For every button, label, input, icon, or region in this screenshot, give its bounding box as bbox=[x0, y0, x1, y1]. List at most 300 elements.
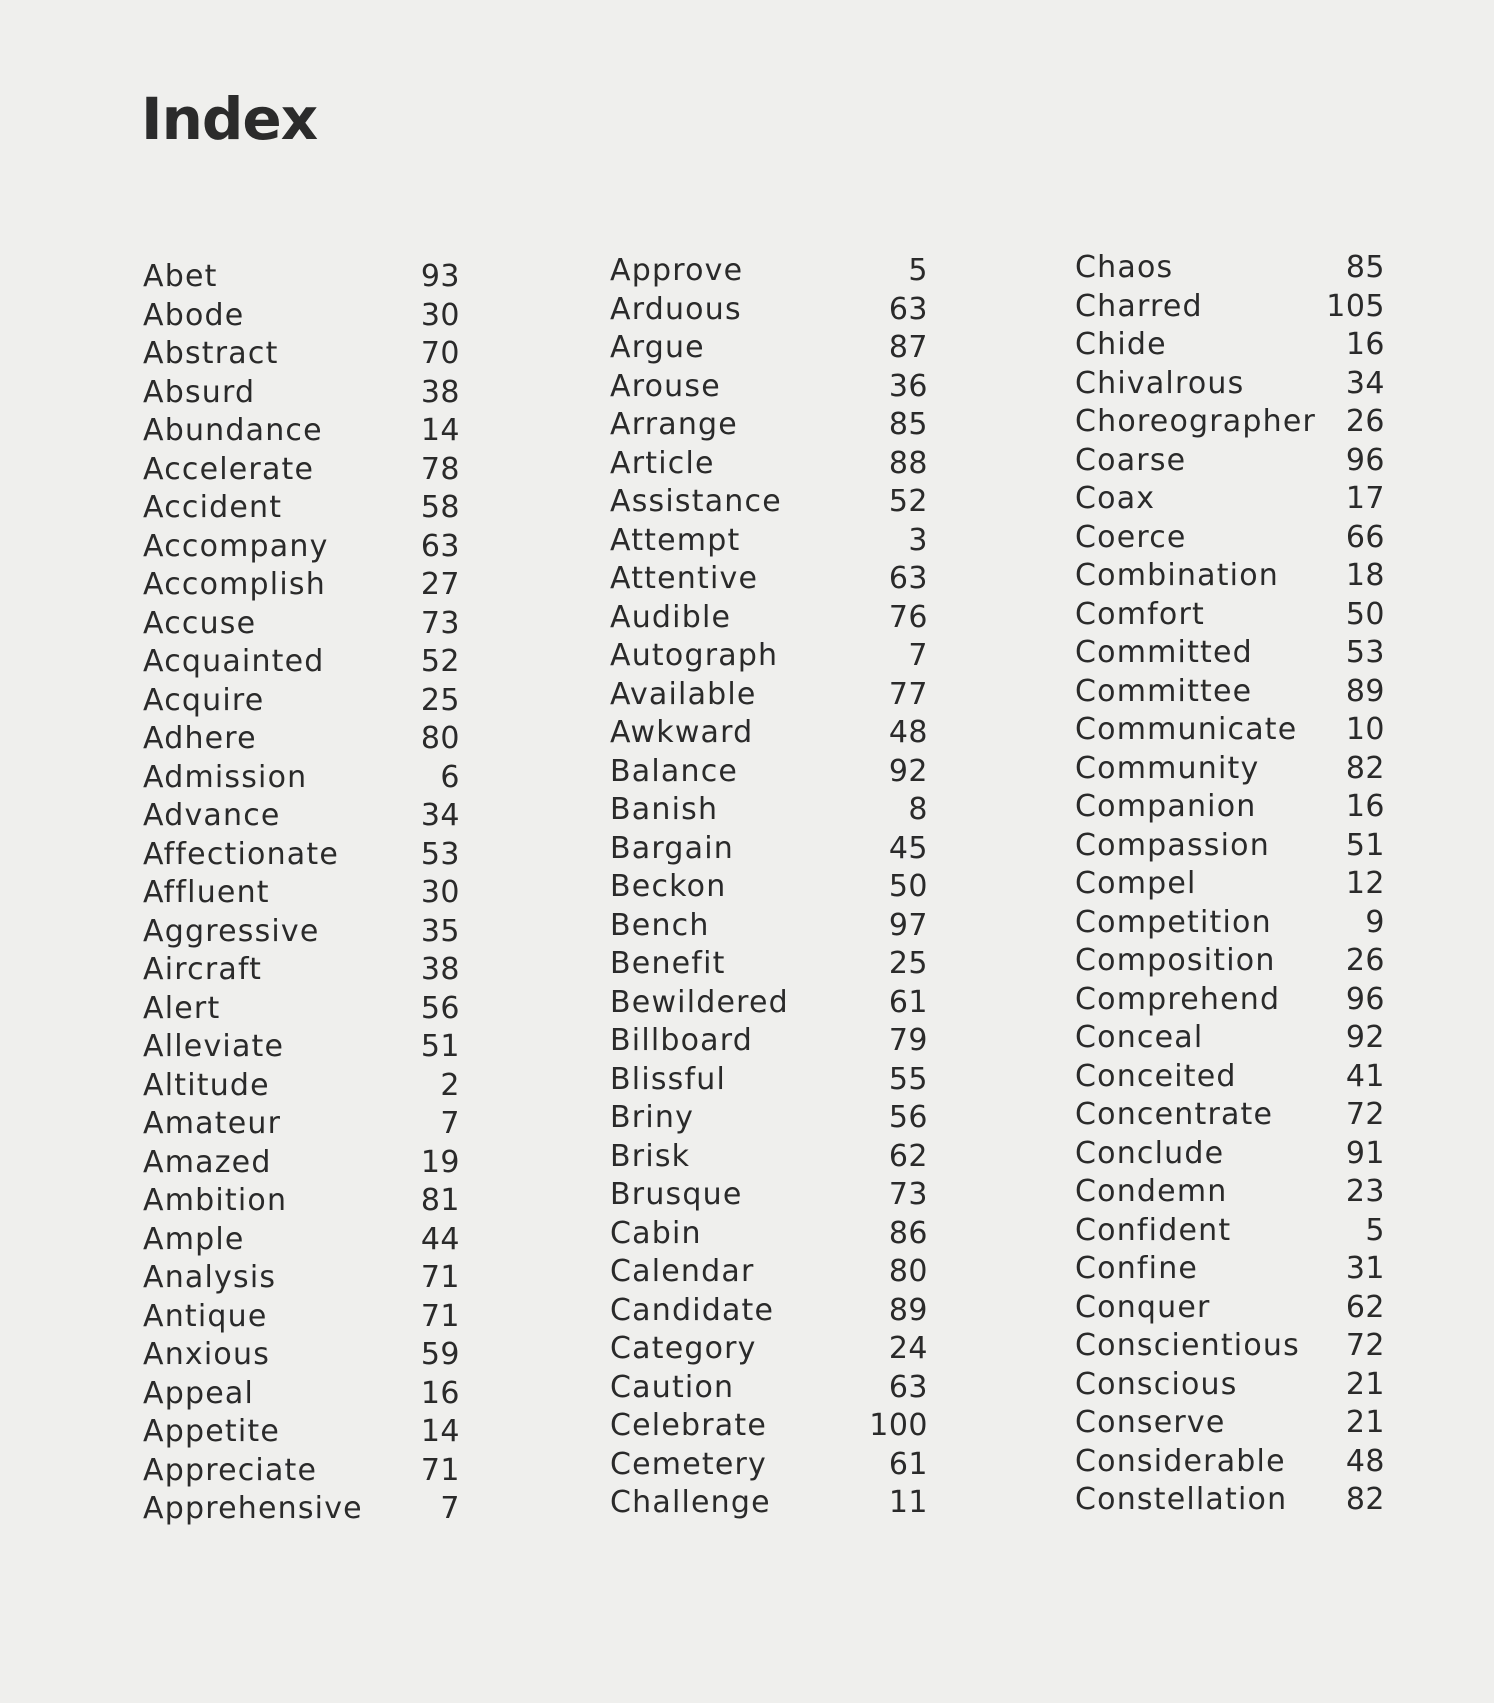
index-term: Appeal bbox=[143, 1375, 254, 1411]
index-page-number: 5 bbox=[908, 253, 928, 288]
index-page-number: 34 bbox=[420, 798, 460, 833]
index-entry bbox=[1075, 326, 1385, 365]
index-page-number: 14 bbox=[420, 1414, 460, 1449]
index-page-number: 17 bbox=[1345, 481, 1385, 516]
index-term: Compel bbox=[1075, 866, 1197, 901]
index-entry bbox=[143, 258, 460, 297]
index-term: Attentive bbox=[610, 561, 759, 596]
index-page-number: 16 bbox=[1345, 789, 1385, 824]
index-page-number: 82 bbox=[1345, 1482, 1385, 1517]
index-entry bbox=[1075, 673, 1385, 712]
index-term: Alert bbox=[143, 990, 221, 1026]
index-page-number: 51 bbox=[1345, 827, 1385, 863]
index-term: Compassion bbox=[1075, 827, 1270, 863]
index-page-number: 89 bbox=[888, 1292, 928, 1328]
index-page-number: 97 bbox=[888, 907, 928, 943]
index-page-number: 27 bbox=[420, 567, 460, 602]
index-term: Brisk bbox=[610, 1138, 691, 1174]
index-page-number: 41 bbox=[1345, 1058, 1385, 1094]
index-page-number: 51 bbox=[420, 1029, 460, 1064]
index-page-number: 62 bbox=[1345, 1289, 1385, 1325]
index-entry bbox=[1075, 634, 1385, 673]
index-entry bbox=[1075, 788, 1385, 827]
index-entry bbox=[610, 291, 928, 330]
index-entry bbox=[610, 753, 928, 792]
index-page-number: 21 bbox=[1345, 1366, 1385, 1402]
index-entry bbox=[1075, 711, 1385, 750]
index-term: Bargain bbox=[610, 830, 734, 866]
index-page-number: 91 bbox=[1345, 1135, 1385, 1171]
index-page-number: 3 bbox=[908, 522, 928, 558]
index-page-number: 19 bbox=[420, 1144, 460, 1180]
index-entry bbox=[1075, 827, 1385, 866]
index-entry bbox=[1075, 403, 1385, 442]
index-entry bbox=[610, 714, 928, 753]
index-term: Aircraft bbox=[143, 952, 263, 987]
index-entry bbox=[610, 1022, 928, 1061]
index-entry bbox=[610, 560, 928, 599]
index-term: Category bbox=[610, 1331, 757, 1366]
index-term: Bewildered bbox=[610, 984, 789, 1020]
index-term: Briny bbox=[610, 1100, 695, 1135]
index-page-number: 70 bbox=[420, 336, 460, 371]
index-term: Calendar bbox=[610, 1254, 755, 1289]
index-entry bbox=[1075, 596, 1385, 635]
index-term: Condemn bbox=[1075, 1174, 1228, 1209]
index-page-number: 50 bbox=[1345, 596, 1385, 632]
index-page-number: 45 bbox=[888, 830, 928, 866]
index-term: Companion bbox=[1075, 789, 1257, 824]
index-entry bbox=[1075, 1135, 1385, 1174]
index-page-number: 92 bbox=[1345, 1020, 1385, 1055]
index-entry bbox=[610, 1176, 928, 1215]
index-page-number: 73 bbox=[888, 1177, 928, 1212]
index-term: Acquainted bbox=[143, 644, 325, 679]
index-page-number: 79 bbox=[888, 1023, 928, 1058]
index-term: Bench bbox=[610, 907, 710, 943]
index-term: Amazed bbox=[143, 1144, 272, 1180]
index-entry bbox=[610, 830, 928, 869]
index-term: Comfort bbox=[1075, 596, 1205, 632]
index-term: Approve bbox=[610, 253, 744, 288]
index-page-number: 23 bbox=[1345, 1174, 1385, 1209]
index-term: Anxious bbox=[143, 1337, 271, 1372]
index-entry bbox=[610, 329, 928, 368]
index-entry bbox=[143, 1298, 460, 1337]
index-term: Affectionate bbox=[143, 836, 339, 872]
index-term: Accident bbox=[143, 490, 283, 525]
index-term: Conscientious bbox=[1075, 1328, 1300, 1363]
index-entry bbox=[143, 759, 460, 798]
index-entry bbox=[143, 1221, 460, 1260]
index-term: Comprehend bbox=[1075, 981, 1281, 1017]
index-entry bbox=[1075, 249, 1385, 288]
index-page-number: 61 bbox=[888, 984, 928, 1020]
index-term: Audible bbox=[610, 599, 732, 635]
index-term: Communicate bbox=[1075, 712, 1298, 747]
index-entry bbox=[143, 797, 460, 836]
index-entry bbox=[143, 412, 460, 451]
index-page-number: 85 bbox=[888, 407, 928, 442]
index-page-number: 56 bbox=[888, 1100, 928, 1135]
index-entry bbox=[143, 643, 460, 682]
index-term: Abode bbox=[143, 297, 245, 333]
index-page-number: 38 bbox=[420, 952, 460, 987]
index-page-number: 35 bbox=[420, 913, 460, 949]
index-page-number: 30 bbox=[420, 297, 460, 333]
index-entry bbox=[1075, 1058, 1385, 1097]
index-entry bbox=[610, 945, 928, 984]
index-entry bbox=[143, 1413, 460, 1452]
index-entry bbox=[1075, 442, 1385, 481]
index-term: Confident bbox=[1075, 1212, 1232, 1248]
index-entry bbox=[1075, 1250, 1385, 1289]
index-term: Adhere bbox=[143, 721, 257, 756]
index-term: Conscious bbox=[1075, 1366, 1238, 1402]
index-term: Confine bbox=[1075, 1251, 1199, 1286]
index-entry bbox=[1075, 750, 1385, 789]
index-term: Abstract bbox=[143, 336, 279, 371]
index-term: Accomplish bbox=[143, 567, 326, 602]
index-page-number: 76 bbox=[888, 599, 928, 635]
index-term: Arouse bbox=[610, 368, 721, 404]
index-page-number: 82 bbox=[1345, 750, 1385, 786]
index-page-number: 58 bbox=[420, 490, 460, 525]
index-term: Analysis bbox=[143, 1260, 277, 1295]
index-column-a bbox=[143, 258, 460, 1529]
index-entry bbox=[1075, 288, 1385, 327]
index-entry bbox=[610, 637, 928, 676]
index-entry bbox=[143, 1105, 460, 1144]
index-entry bbox=[1075, 981, 1385, 1020]
index-entry bbox=[1075, 519, 1385, 558]
index-term: Acquire bbox=[143, 682, 265, 718]
index-entry bbox=[143, 1336, 460, 1375]
index-page-number: 56 bbox=[420, 990, 460, 1026]
index-entry bbox=[143, 605, 460, 644]
index-entry bbox=[143, 874, 460, 913]
index-page-number: 18 bbox=[1345, 558, 1385, 593]
index-term: Antique bbox=[143, 1298, 268, 1334]
index-page-number: 80 bbox=[888, 1254, 928, 1289]
index-page-number: 44 bbox=[420, 1221, 460, 1257]
index-page-number: 63 bbox=[888, 561, 928, 596]
index-term: Appetite bbox=[143, 1414, 280, 1449]
index-page-number: 38 bbox=[420, 374, 460, 410]
page-title: Index bbox=[141, 85, 318, 153]
index-term: Argue bbox=[610, 330, 705, 365]
index-term: Chide bbox=[1075, 327, 1167, 362]
index-term: Abundance bbox=[143, 413, 323, 448]
index-entry bbox=[610, 1330, 928, 1369]
index-term: Autograph bbox=[610, 638, 779, 673]
index-page-number: 81 bbox=[420, 1183, 460, 1218]
index-page-number: 78 bbox=[420, 451, 460, 487]
index-page-number: 16 bbox=[1345, 327, 1385, 362]
index-term: Coarse bbox=[1075, 442, 1187, 478]
index-term: Alleviate bbox=[143, 1029, 285, 1064]
index-page-number: 88 bbox=[888, 445, 928, 481]
index-term: Advance bbox=[143, 798, 281, 833]
index-page-number: 72 bbox=[1345, 1328, 1385, 1363]
index-entry bbox=[143, 1067, 460, 1106]
index-entry bbox=[143, 1259, 460, 1298]
index-term: Abet bbox=[143, 259, 218, 294]
index-page-number: 52 bbox=[420, 644, 460, 679]
index-entry bbox=[1075, 1443, 1385, 1482]
index-entry bbox=[143, 720, 460, 759]
index-page-number: 10 bbox=[1345, 712, 1385, 747]
index-entry bbox=[1075, 480, 1385, 519]
index-term: Choreographer bbox=[1075, 404, 1317, 439]
index-term: Benefit bbox=[610, 946, 726, 981]
index-page-number: 77 bbox=[888, 676, 928, 712]
index-page-number: 7 bbox=[440, 1106, 460, 1141]
index-term: Arrange bbox=[610, 407, 738, 442]
index-term: Celebrate bbox=[610, 1408, 767, 1443]
index-entry bbox=[143, 1490, 460, 1529]
index-term: Challenge bbox=[610, 1485, 771, 1520]
index-term: Absurd bbox=[143, 374, 256, 410]
index-page-number: 26 bbox=[1345, 404, 1385, 439]
index-page-number: 96 bbox=[1345, 981, 1385, 1017]
index-page-number: 5 bbox=[1365, 1212, 1385, 1248]
index-entry bbox=[143, 951, 460, 990]
index-term: Apprehensive bbox=[143, 1491, 363, 1526]
index-term: Charred bbox=[1075, 288, 1203, 324]
index-term: Combination bbox=[1075, 558, 1279, 593]
index-entry bbox=[610, 1099, 928, 1138]
index-page-number: 53 bbox=[420, 836, 460, 872]
index-term: Conserve bbox=[1075, 1405, 1226, 1440]
index-term: Appreciate bbox=[143, 1452, 318, 1488]
index-entry bbox=[143, 335, 460, 374]
index-term: Attempt bbox=[610, 522, 741, 558]
index-term: Conceited bbox=[1075, 1058, 1237, 1094]
index-term: Ambition bbox=[143, 1183, 288, 1218]
index-page-number: 50 bbox=[888, 869, 928, 904]
index-page-number: 48 bbox=[1345, 1443, 1385, 1479]
index-term: Constellation bbox=[1075, 1482, 1288, 1517]
index-term: Chivalrous bbox=[1075, 365, 1245, 401]
index-entry bbox=[610, 676, 928, 715]
index-term: Altitude bbox=[143, 1067, 270, 1103]
index-page-number: 11 bbox=[888, 1485, 928, 1520]
index-entry bbox=[1075, 1404, 1385, 1443]
index-entry bbox=[143, 990, 460, 1029]
index-entry bbox=[610, 599, 928, 638]
index-page-number: 24 bbox=[888, 1331, 928, 1366]
index-entry bbox=[610, 406, 928, 445]
index-entry bbox=[1075, 1289, 1385, 1328]
index-page-number: 80 bbox=[420, 721, 460, 756]
index-term: Conclude bbox=[1075, 1135, 1225, 1171]
index-term: Competition bbox=[1075, 904, 1272, 940]
index-entry bbox=[610, 252, 928, 291]
index-page-number: 31 bbox=[1345, 1251, 1385, 1286]
index-term: Considerable bbox=[1075, 1443, 1286, 1479]
index-entry bbox=[610, 868, 928, 907]
index-term: Blissful bbox=[610, 1061, 727, 1097]
index-entry bbox=[610, 1407, 928, 1446]
index-entry bbox=[143, 566, 460, 605]
index-term: Concentrate bbox=[1075, 1097, 1274, 1132]
index-entry bbox=[143, 489, 460, 528]
index-entry bbox=[610, 368, 928, 407]
index-page-number: 25 bbox=[420, 682, 460, 718]
index-entry bbox=[143, 913, 460, 952]
index-term: Amateur bbox=[143, 1106, 282, 1141]
index-page-number: 71 bbox=[420, 1298, 460, 1334]
index-page-number: 12 bbox=[1345, 866, 1385, 901]
index-term: Affluent bbox=[143, 875, 270, 910]
index-term: Chaos bbox=[1075, 250, 1174, 285]
index-term: Banish bbox=[610, 792, 719, 827]
index-page-number: 63 bbox=[420, 528, 460, 564]
index-page-number: 71 bbox=[420, 1452, 460, 1488]
index-page-number: 14 bbox=[420, 413, 460, 448]
index-page-number: 55 bbox=[888, 1061, 928, 1097]
index-term: Article bbox=[610, 445, 715, 481]
index-entry bbox=[1075, 865, 1385, 904]
index-term: Community bbox=[1075, 750, 1260, 786]
index-entry bbox=[610, 445, 928, 484]
index-entry bbox=[1075, 1212, 1385, 1251]
index-term: Caution bbox=[610, 1369, 735, 1405]
index-page-number: 92 bbox=[888, 753, 928, 789]
index-page-number: 25 bbox=[888, 946, 928, 981]
index-term: Committed bbox=[1075, 635, 1253, 670]
index-page-number: 89 bbox=[1345, 673, 1385, 709]
index-entry bbox=[143, 528, 460, 567]
index-term: Coax bbox=[1075, 481, 1156, 516]
index-entry bbox=[1075, 1327, 1385, 1366]
index-entry bbox=[143, 1182, 460, 1221]
index-page-number: 7 bbox=[440, 1491, 460, 1526]
index-term: Accompany bbox=[143, 528, 329, 564]
index-page-number: 8 bbox=[908, 792, 928, 827]
index-entry bbox=[610, 791, 928, 830]
index-entry bbox=[143, 682, 460, 721]
index-term: Cabin bbox=[610, 1215, 702, 1251]
index-entry bbox=[610, 1215, 928, 1254]
index-page-number: 30 bbox=[420, 875, 460, 910]
index-term: Accelerate bbox=[143, 451, 315, 487]
index-page-number: 21 bbox=[1345, 1405, 1385, 1440]
index-term: Admission bbox=[143, 759, 308, 795]
index-entry bbox=[610, 984, 928, 1023]
index-entry bbox=[143, 297, 460, 336]
index-page-number: 105 bbox=[1326, 288, 1385, 324]
index-page-number: 2 bbox=[440, 1067, 460, 1103]
index-entry bbox=[1075, 1366, 1385, 1405]
index-column-b bbox=[610, 252, 928, 1523]
index-entry bbox=[610, 1061, 928, 1100]
index-page-number: 86 bbox=[888, 1215, 928, 1251]
index-page-number: 71 bbox=[420, 1260, 460, 1295]
index-entry bbox=[1075, 904, 1385, 943]
index-page-number: 66 bbox=[1345, 519, 1385, 555]
index-term: Coerce bbox=[1075, 519, 1187, 555]
index-entry bbox=[1075, 1173, 1385, 1212]
index-entry bbox=[610, 1253, 928, 1292]
index-page-number: 26 bbox=[1345, 943, 1385, 978]
index-page-number: 93 bbox=[420, 259, 460, 294]
index-term: Composition bbox=[1075, 943, 1276, 978]
index-page-number: 59 bbox=[420, 1337, 460, 1372]
index-term: Candidate bbox=[610, 1292, 775, 1328]
index-column-c bbox=[1075, 249, 1385, 1520]
index-page-number: 7 bbox=[908, 638, 928, 673]
index-term: Accuse bbox=[143, 605, 257, 641]
index-entry bbox=[610, 907, 928, 946]
index-term: Aggressive bbox=[143, 913, 320, 949]
index-entry bbox=[143, 451, 460, 490]
index-page-number: 63 bbox=[888, 1369, 928, 1405]
index-entry bbox=[1075, 1096, 1385, 1135]
index-entry bbox=[1075, 942, 1385, 981]
index-term: Conquer bbox=[1075, 1289, 1211, 1325]
index-entry bbox=[143, 1028, 460, 1067]
index-page-number: 85 bbox=[1345, 250, 1385, 285]
index-term: Assistance bbox=[610, 484, 782, 519]
index-page-number: 72 bbox=[1345, 1097, 1385, 1132]
index-entry bbox=[1075, 365, 1385, 404]
index-term: Cemetery bbox=[610, 1446, 767, 1482]
index-entry bbox=[143, 1144, 460, 1183]
index-entry bbox=[1075, 557, 1385, 596]
index-term: Ample bbox=[143, 1221, 245, 1257]
index-entry bbox=[610, 522, 928, 561]
index-entry bbox=[610, 1138, 928, 1177]
index-page-number: 52 bbox=[888, 484, 928, 519]
index-term: Committee bbox=[1075, 673, 1253, 709]
index-entry bbox=[143, 836, 460, 875]
index-page-number: 96 bbox=[1345, 442, 1385, 478]
index-page-number: 16 bbox=[420, 1375, 460, 1411]
index-entry bbox=[143, 1452, 460, 1491]
index-page-number: 61 bbox=[888, 1446, 928, 1482]
index-page-number: 63 bbox=[888, 291, 928, 327]
index-entry bbox=[143, 1375, 460, 1414]
index-entry bbox=[610, 1369, 928, 1408]
index-entry bbox=[1075, 1019, 1385, 1058]
index-term: Balance bbox=[610, 753, 739, 789]
index-entry bbox=[610, 1484, 928, 1523]
index-entry bbox=[610, 1292, 928, 1331]
index-term: Arduous bbox=[610, 291, 742, 327]
index-page-number: 53 bbox=[1345, 635, 1385, 670]
index-page-number: 100 bbox=[869, 1408, 928, 1443]
index-term: Available bbox=[610, 676, 757, 712]
index-term: Brusque bbox=[610, 1177, 743, 1212]
index-term: Conceal bbox=[1075, 1020, 1204, 1055]
index-page-number: 9 bbox=[1365, 904, 1385, 940]
index-entry bbox=[610, 483, 928, 522]
index-page-number: 36 bbox=[888, 368, 928, 404]
index-page-number: 34 bbox=[1345, 365, 1385, 401]
index-page-number: 6 bbox=[440, 759, 460, 795]
index-entry bbox=[143, 374, 460, 413]
index-page-number: 48 bbox=[888, 715, 928, 750]
index-entry bbox=[610, 1446, 928, 1485]
index-page-number: 62 bbox=[888, 1138, 928, 1174]
index-term: Billboard bbox=[610, 1023, 754, 1058]
index-term: Awkward bbox=[610, 715, 754, 750]
index-entry bbox=[1075, 1481, 1385, 1520]
index-page-number: 73 bbox=[420, 605, 460, 641]
index-page-number: 87 bbox=[888, 330, 928, 365]
